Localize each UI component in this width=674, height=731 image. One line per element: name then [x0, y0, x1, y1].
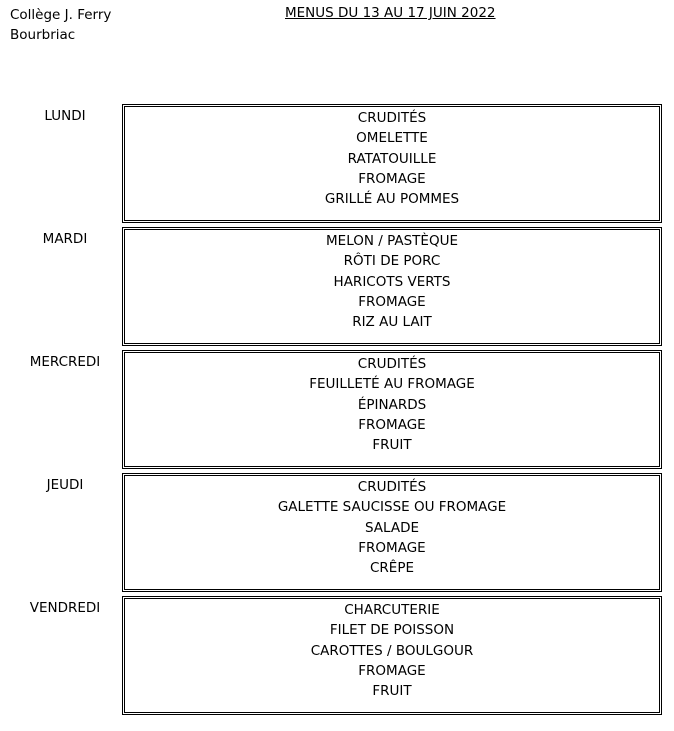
- menu-box-mardi: [122, 227, 662, 346]
- day-label-mardi: MARDI: [42, 231, 88, 247]
- menu-item: ÉPINARDS: [357, 396, 427, 413]
- menu-item: FRUIT: [372, 683, 412, 700]
- menu-item: FEUILLETÉ AU FROMAGE: [309, 376, 475, 393]
- menu-item: SALADE: [364, 519, 420, 536]
- day-label-lundi: LUNDI: [44, 108, 86, 124]
- menu-item: CRUDITÉS: [357, 479, 427, 495]
- menu-item: GALETTE SAUCISSE OU FROMAGE: [277, 499, 507, 516]
- menu-box-lundi: [122, 104, 662, 223]
- menu-item: FROMAGE: [358, 539, 426, 556]
- menu-item: FROMAGE: [358, 293, 426, 310]
- menu-item: CRUDITÉS: [357, 356, 427, 372]
- menu-item: RÔTI DE PORC: [343, 253, 441, 270]
- menu-item: FROMAGE: [358, 662, 426, 679]
- menu-item: HARICOTS VERTS: [333, 273, 451, 290]
- menu-box-vendredi: [122, 596, 662, 715]
- menu-item: RIZ AU LAIT: [352, 314, 432, 331]
- menu-box-mercredi: [122, 350, 662, 469]
- page-title: MENUS DU 13 AU 17 JUIN 2022: [285, 5, 496, 21]
- menu-item: CHARCUTERIE: [344, 602, 440, 618]
- menu-box-jeudi: [122, 473, 662, 592]
- menu-item: MELON / PASTÈQUE: [326, 233, 458, 249]
- school-info: [10, 5, 111, 45]
- school-town: Bourbriac: [10, 27, 76, 43]
- menu-item: GRILLÉ AU POMMES: [324, 191, 460, 208]
- menu-item: OMELETTE: [356, 130, 428, 147]
- day-label-jeudi: JEUDI: [46, 477, 84, 493]
- menu-item: CRUDITÉS: [357, 110, 427, 126]
- day-label-vendredi: VENDREDI: [29, 600, 101, 616]
- menu-item: FROMAGE: [358, 170, 426, 187]
- school-name: Collège J. Ferry: [10, 7, 112, 23]
- menu-item: RATATOUILLE: [347, 150, 437, 167]
- menu-item: CRÊPE: [369, 560, 414, 577]
- menu-item: FILET DE POISSON: [329, 622, 455, 639]
- menu-item: CAROTTES / BOULGOUR: [310, 642, 474, 659]
- menu-item: FROMAGE: [358, 416, 426, 433]
- menu-item: FRUIT: [372, 437, 412, 454]
- day-label-mercredi: MERCREDI: [29, 354, 101, 370]
